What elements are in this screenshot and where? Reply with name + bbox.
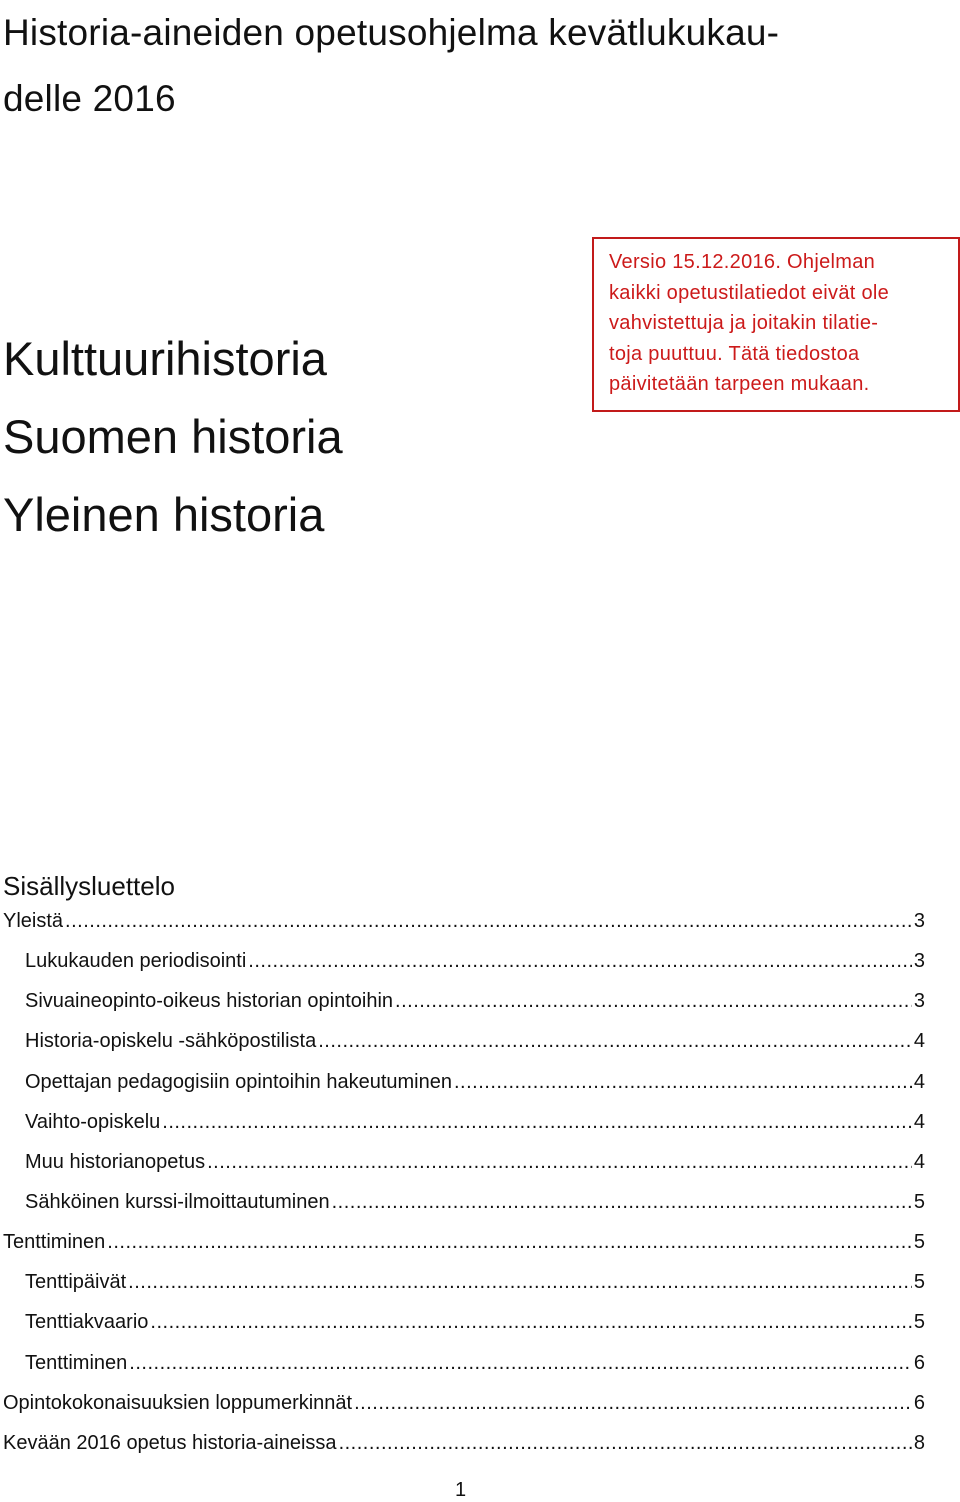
toc-leader-dots: [129, 1343, 912, 1383]
toc-entry-title: Muu historianopetus: [25, 1150, 206, 1173]
page-number: 1: [455, 1479, 467, 1501]
version-notice: [592, 237, 960, 412]
toc-entry-title: Kevään 2016 opetus historia-aineissa: [3, 1431, 337, 1454]
notice-line: päivitetään tarpeen mukaan.: [609, 373, 870, 395]
toc-leader-dots: [454, 1062, 912, 1102]
document-title-line-1: Historia-aineiden opetusohjelma kevätlukukau-: [3, 12, 780, 53]
toc-entry-page: 4: [913, 1150, 925, 1173]
toc-leader-dots: [65, 901, 912, 941]
toc-entry-title: Vaihto-opiskelu: [25, 1110, 161, 1133]
toc-entry-title: Sähköinen kurssi-ilmoittautuminen: [25, 1190, 330, 1213]
toc-entry-title: Historia-opiskelu -sähköpostilista: [25, 1030, 317, 1053]
toc-entry[interactable]: [3, 1102, 925, 1142]
subject-item: Yleinen historia: [3, 488, 325, 541]
toc-entry[interactable]: [3, 1343, 925, 1383]
toc-entry-title: Opettajan pedagogisiin opintoihin hakeutuminen: [25, 1070, 452, 1093]
toc-entry-page: 6: [913, 1351, 925, 1374]
toc-entry[interactable]: [3, 941, 925, 981]
toc-entry-page: 5: [913, 1231, 925, 1254]
toc-entry[interactable]: [3, 1262, 925, 1302]
toc-leader-dots: [107, 1222, 912, 1262]
toc-leader-dots: [318, 1021, 912, 1061]
toc-entry[interactable]: [3, 901, 925, 941]
toc-leader-dots: [248, 941, 912, 981]
subject-list: [3, 320, 343, 554]
toc-entry-title: Tenttiminen: [25, 1351, 128, 1374]
notice-line: Versio 15.12.2016. Ohjelman: [609, 251, 876, 273]
notice-line: kaikki opetustilatiedot eivät ole: [609, 281, 890, 304]
subject-item: Kulttuurihistoria: [3, 332, 327, 385]
toc-entry-page: 5: [913, 1271, 925, 1294]
toc-entry[interactable]: [3, 1222, 925, 1262]
toc-entry-title: Tenttipäivät: [25, 1271, 127, 1294]
toc-leader-dots: [354, 1383, 912, 1423]
toc-leader-dots: [395, 981, 912, 1021]
toc-entry-title: Tenttiakvaario: [25, 1311, 149, 1334]
toc-leader-dots: [162, 1102, 912, 1142]
toc-leader-dots: [150, 1302, 911, 1342]
toc-heading: Sisällysluettelo: [3, 871, 175, 901]
toc-entry-title: Tenttiminen: [3, 1231, 106, 1254]
toc-leader-dots: [207, 1142, 912, 1182]
toc-entry-page: 4: [913, 1070, 925, 1093]
notice-line: toja puuttuu. Tätä tiedostoa: [609, 342, 860, 365]
toc-entry[interactable]: [3, 1423, 925, 1463]
toc-entry-page: 3: [913, 950, 925, 973]
toc-entry[interactable]: [3, 1062, 925, 1102]
toc-entry-page: 6: [913, 1391, 925, 1414]
table-of-contents: [3, 901, 925, 1463]
toc-entry-page: 5: [913, 1311, 925, 1334]
toc-entry-title: Yleistä: [3, 910, 64, 932]
toc-entry[interactable]: [3, 1383, 925, 1423]
toc-leader-dots: [339, 1423, 912, 1463]
toc-entry-page: 5: [913, 1190, 925, 1213]
subject-item: Suomen historia: [3, 410, 343, 463]
toc-entry[interactable]: [3, 1021, 925, 1061]
document-title-line-2: delle 2016: [3, 78, 176, 119]
toc-entry[interactable]: [3, 1142, 925, 1182]
toc-leader-dots: [332, 1182, 912, 1222]
toc-entry-page: 4: [913, 1110, 925, 1133]
notice-line: vahvistettuja ja joitakin tilatie-: [609, 312, 879, 334]
toc-entry-page: 3: [913, 910, 925, 932]
toc-entry[interactable]: [3, 981, 925, 1021]
toc-leader-dots: [128, 1262, 912, 1302]
toc-entry-title: Sivuaineopinto-oikeus historian opintoihin: [25, 990, 394, 1013]
toc-entry-page: 4: [913, 1030, 925, 1053]
document-title: [3, 0, 943, 132]
toc-entry-title: Lukukauden periodisointi: [25, 950, 247, 973]
toc-entry[interactable]: [3, 1182, 925, 1222]
toc-entry[interactable]: [3, 1302, 925, 1342]
toc-entry-page: 8: [913, 1431, 925, 1454]
toc-entry-title: Opintokokonaisuuksien loppumerkinnät: [3, 1391, 353, 1414]
toc-entry-page: 3: [913, 990, 925, 1013]
